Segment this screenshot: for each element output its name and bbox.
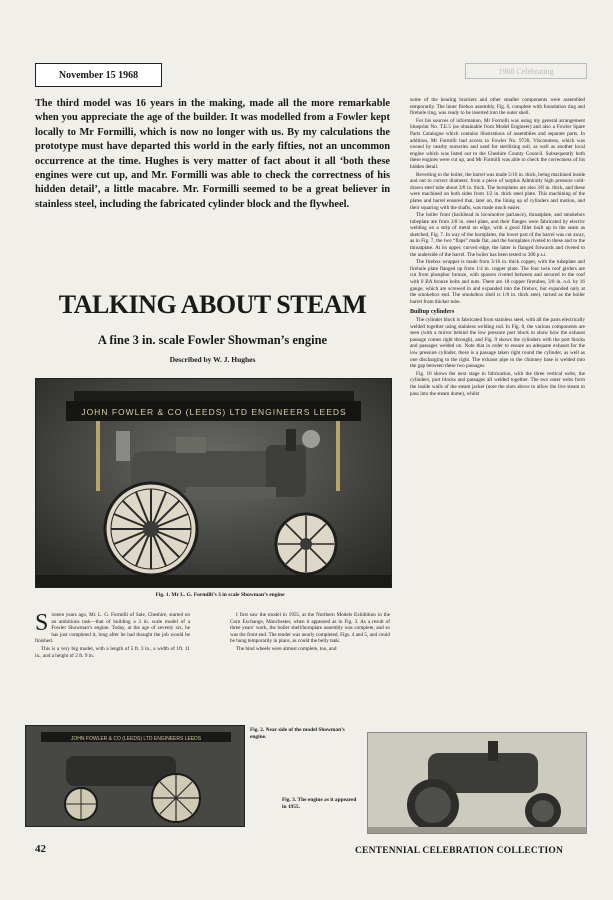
right-paragraph-4: The boiler front (backhead in locomotive parlance), throatplate, and smokebox tubeplate are from 3/8 in. steel plate, and their flanges were fabricated by electric welding on a strip of metal on edge, with a good fillet built up in the seam as sketched, Fig. 7. In way of the hornplates, the lower part of the barrel was cut away, as in Fig. 7, the two “flaps” made flat, and the hornplates riveted to these and to the throatplate. At its upper, curved edge, the latter is flanged forwards and riveted to the underside of the barrel. The boiler has been tested to 300 p.s.i. (410, 212, 585, 258)
article-byline: Described by W. J. Hughes (169, 355, 256, 364)
body-column-right (410, 97, 585, 398)
col1-paragraph-2: This is a very big model, with a length of 5 ft. 3 in., a width of 1ft. 11 in., and a height of 2 ft. 9 in. (35, 645, 190, 659)
fig2-photo (25, 725, 245, 827)
right-paragraph-1: some of the bearing brackets and other smaller components were assembled temporarily. The inner firebox assembly, Fig. 6, complete with foundation ring and firehole ring, was ready to be inserted into the outer shell. (410, 97, 585, 117)
right-paragraph-5: The firebox wrapper is made from 3/16 in. thick copper, with the tubeplate and firehole plate flanged up from 1/4 in. copper plate. The four twin roof girders are cut from phosphor bronze, with spacers riveted between and secured to the roof with 0 BA bronze bolts and nuts. There are 18 copper firetubes, 3/8 in. o.d. by 16 gauge, which are screwed in and expanded into the firebox, but expanded only at the smokebox end. The smokebox shell is 1/8 in. thick steel, turned as the boiler barrel from thicker tube. (410, 259, 585, 305)
collection-title: CENTENNIAL CELEBRATION COLLECTION (355, 846, 564, 856)
issue-date: November 15 1968 (58, 69, 139, 81)
fig3-caption: Fig. 3. The engine as it appeared in 1955. (282, 797, 357, 810)
rear-wheel (105, 483, 197, 575)
body-column-1 (35, 612, 190, 660)
intro-paragraph: The third model was 16 years in the making, made all the more remarkable when you appreciate the age of the builder. It was modelled from a Fowler kept locally to Mr Formilli, which is now no longer with us. By my calculations the prototype must have departed this world in the early fifties, not an uncommon occurrence at the time. Hughes is very matter of fact about it all ‘both these engines were cut up, and Mr. Formilli was able to check the correctness of his hidden detail’, a little macabre. Mr. Formilli seemed to be a great believer in stainless steel, including the fabricated cylinder block and the flywheel. (35, 98, 390, 210)
right-paragraph-2: For his sources of information, Mr Formilli was using my general arrangement blueprint No. T.E.5 (as obtainable from Model Engineer) and also a Fowler Spare Parts Catalogue which contains illustrations of assemblies and separate parts. In addition, Mr Formilli had access to Fowler No. 9720, Viscountess, which was owned by nearby nurseries and used for sterilising soil, as well as another local engine which was listed out to the Cheshire County Council. Subsequently both these engines were cut up, and Mr Formilli was able to check the correctness of his hidden detail. (410, 117, 585, 170)
col1-paragraph-1: ixteen years ago, Mr. L. G. Formilli of Sale, Cheshire, started on an ambitious task—that of building a 3 in. scale model of a Fowler Showman’s engine. Today, at the age of seventy six, he has just completed it, long after he had thought the job would be finished. (35, 612, 190, 645)
fig2-nameboard: JOHN FOWLER & CO (LEEDS) LTD ENGINEERS LEEDS (70, 736, 202, 742)
right-paragraph-7: Fig. 10 shows the next stage in fabrication, with the three vertical webs, the cylinders, port blocks and passages all welded together. The two outer webs form the inside walls of the steam jacket (note the slots above to allow the live steam to pass into the steam dome), whilst (410, 370, 585, 397)
front-wheel (276, 514, 336, 574)
fig1-photo (35, 378, 392, 588)
subheading-builtup-cylinders: Builtup cylinders (410, 309, 455, 316)
showman-engine-illustration (36, 379, 391, 587)
issue-date-box (35, 63, 162, 87)
engine-nameboard: JOHN FOWLER & CO (LEEDS) LTD ENGINEERS LEEDS (81, 407, 347, 417)
fig1-caption: Fig. 1. Mr L. G. Formilli’s 3 in scale Showman’s engine (155, 592, 285, 598)
engine-near-side-illustration (26, 726, 244, 826)
col2-paragraph-2: The hind wheels were almost complete, too, and (236, 645, 337, 652)
right-paragraph-6: The cylinder block is fabricated from stainless steel, with all the parts electrically welded together using stainless welding rod. In Fig. 8, the various components are seen (with a mirror behind the low pressure port block to show how the exhaust passage comes right through), and Fig. 9 shows the cylinders with the port blocks and passages welded on. Note that in order to ensure an adequate exhaust for the low pressure cylinder, there is a passage taken right round the cylinder, as well as one discharging to the right. The exhaust pipe to the chimney base is welded into the gap between these two passages. (410, 317, 585, 370)
col2-paragraph-1: I first saw the model in 1955, at the Northern Models Exhibition in the Corn Exchange, Manchester, when it appeared as in Fig. 3. As a result of three years’ work, the boiler shell/hornplate assembly was complete, and so was the front end. The tender was nearly completed, Figs. 4 and 5, and could be hung temporarily in place, as could the belly tank. (230, 612, 390, 645)
article-title: TALKING ABOUT STEAM (58, 290, 367, 319)
body-column-2 (230, 612, 390, 654)
drop-cap: S (35, 610, 49, 636)
faded-stamp: 1968 Celebrating (465, 63, 587, 79)
fig3-photo (367, 732, 587, 834)
right-paragraph-3: Reverting to the boiler, the barrel was made 5/16 in. thick, being machined inside and out to correct diameter, from a piece of surplus Admiralty high pressure cold-drawn steel tube about 3/8 in. thick. The hornplates are also 3/8 in. thick, and these were machined on both sides from 1/2 in. thick steel plate. This machining of the plates and barrel ensured that, later on, the lining up of cylinders and motion, and their squaring with the shafts, was made much easier. (410, 171, 585, 211)
article-subtitle: A fine 3 in. scale Fowler Showman’s engine (97, 333, 328, 347)
fig2-caption: Fig. 2. Near side of the model Showman’s engine. (250, 727, 345, 740)
page-number: 42 (35, 843, 46, 855)
engine-1955-illustration (368, 733, 586, 833)
